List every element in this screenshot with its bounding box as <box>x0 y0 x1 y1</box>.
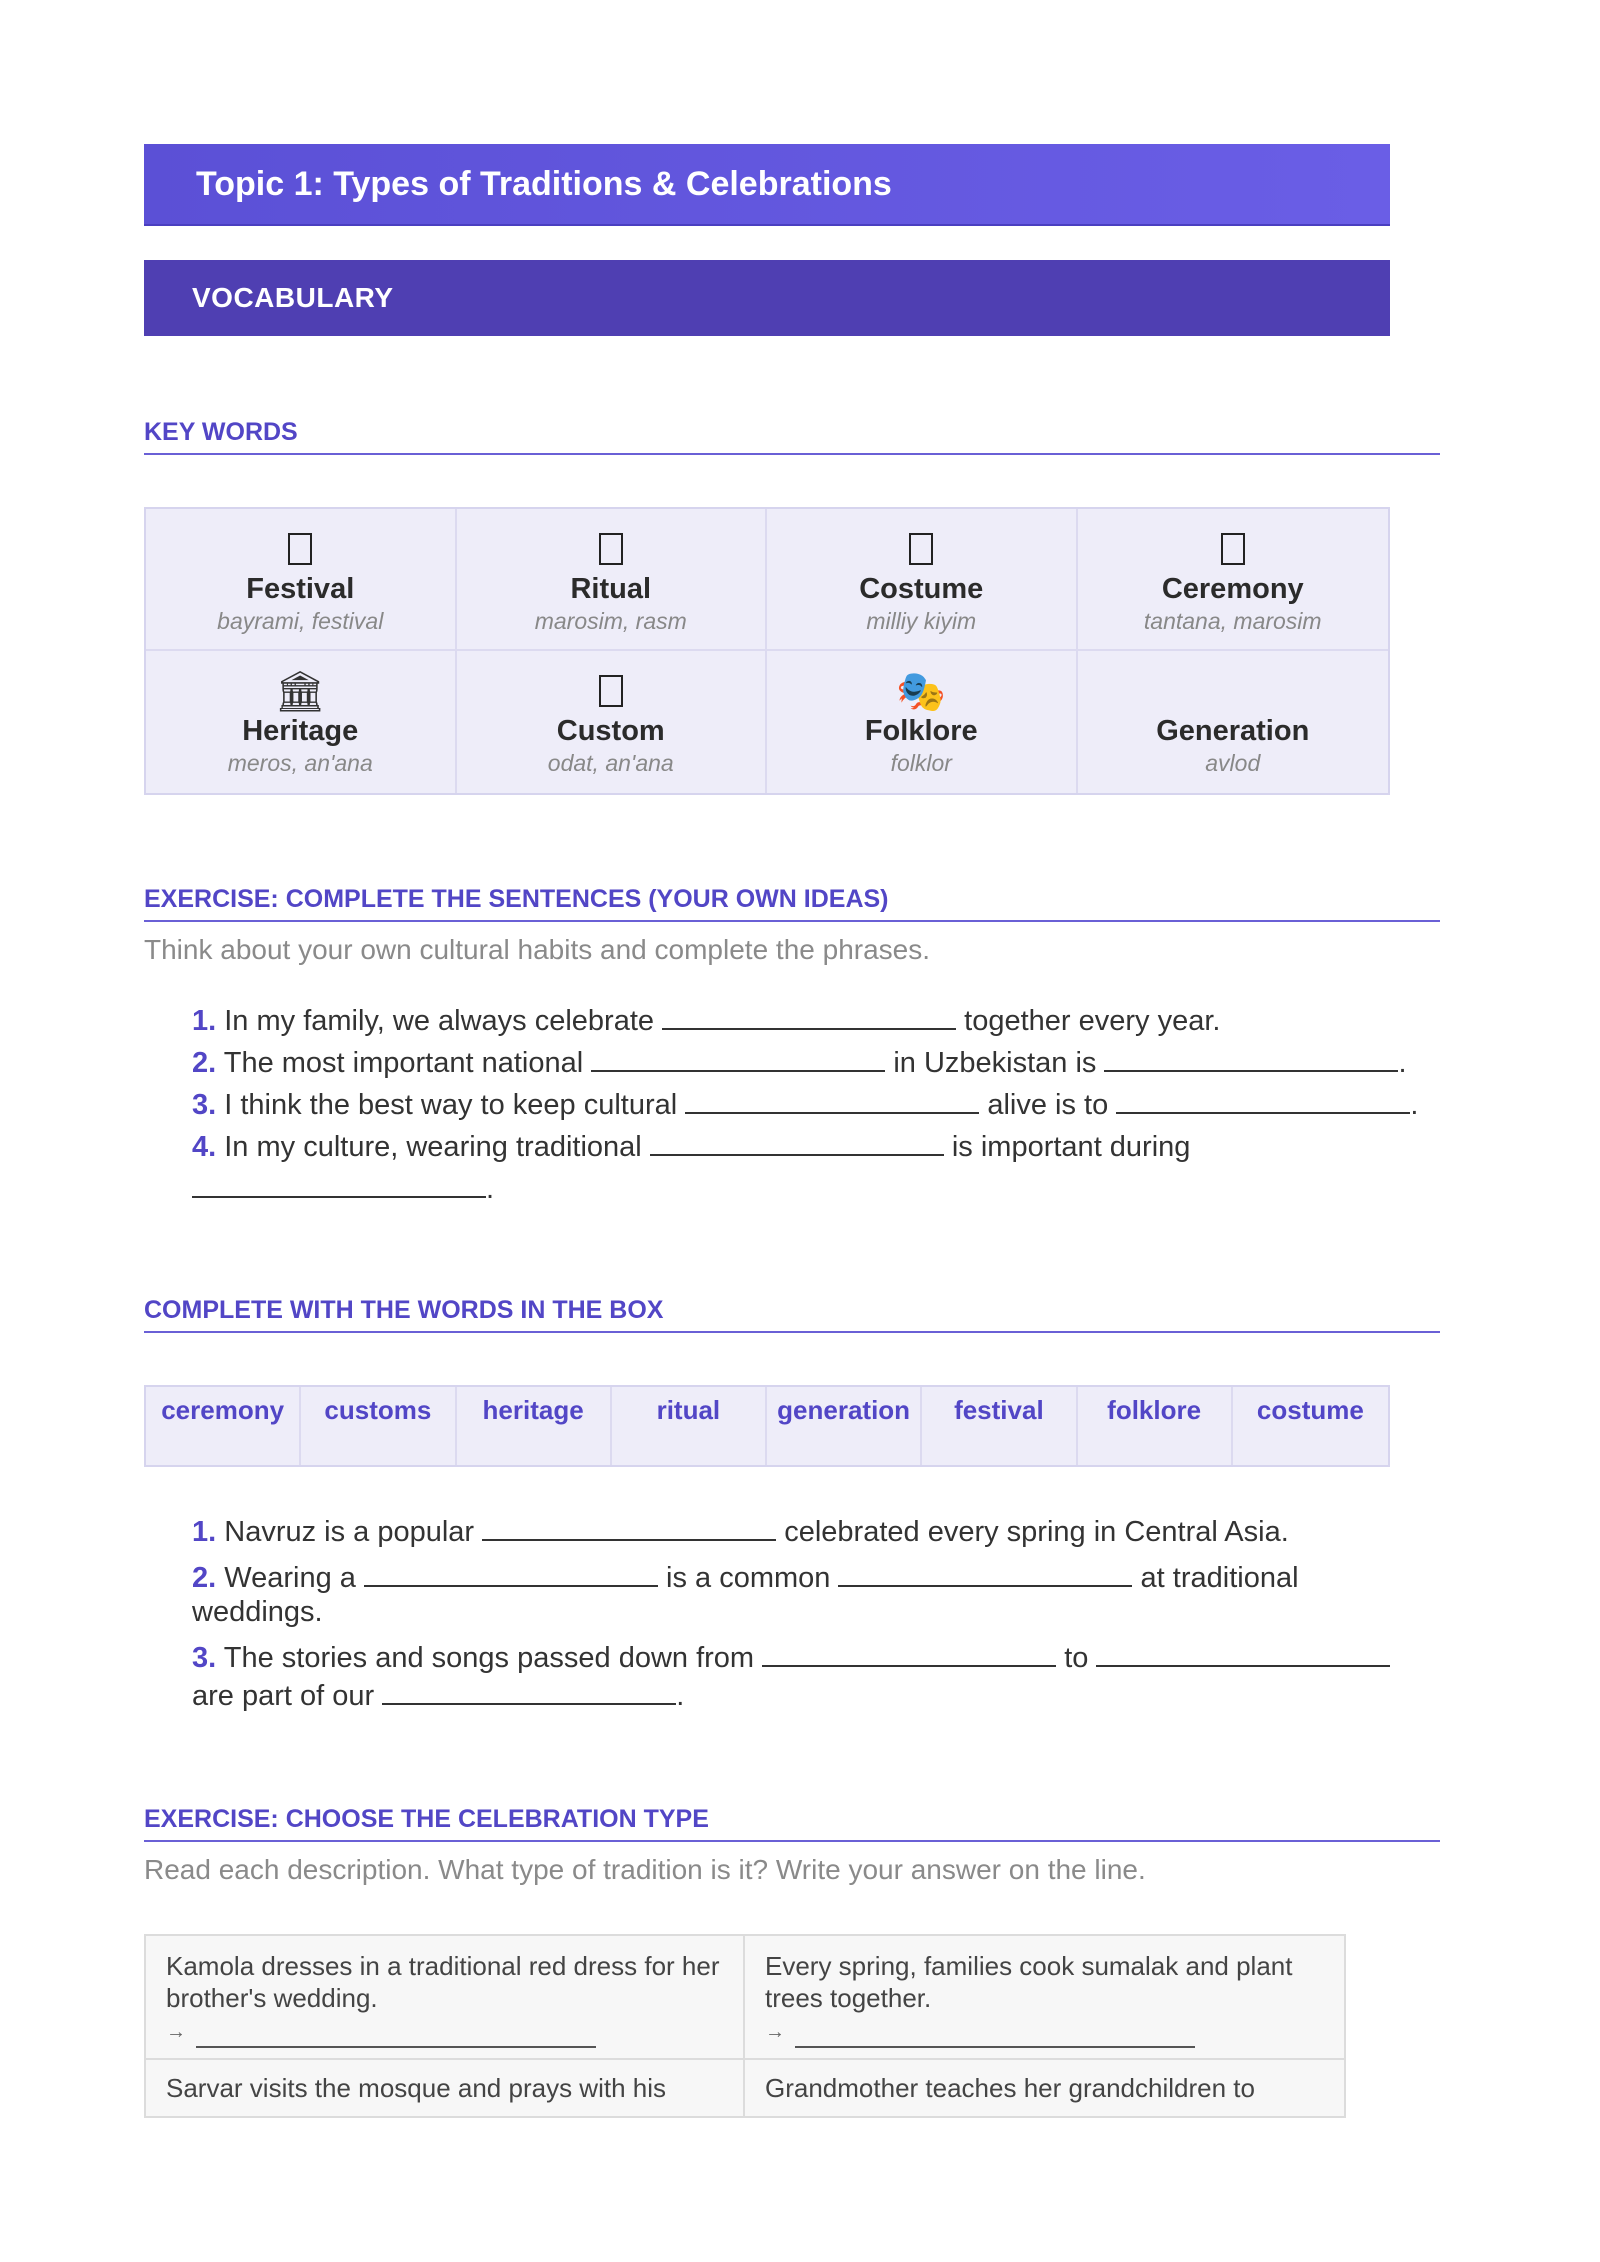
key-word-card <box>146 651 457 793</box>
key-word-card <box>767 509 1078 651</box>
key-word: Costume <box>859 573 984 605</box>
exercise3-title: EXERCISE: CHOOSE THE CELEBRATION TYPE <box>144 1805 1440 1842</box>
theater-masks-icon: 🎭 <box>896 669 947 714</box>
answer-blank[interactable] <box>382 1675 676 1705</box>
key-word-translation: meros, an'ana <box>227 750 373 776</box>
key-word-card <box>767 651 1078 793</box>
sentence-text: together every year. <box>964 1005 1221 1037</box>
key-word: Generation <box>1156 715 1310 747</box>
sentence-text: . <box>676 1680 685 1712</box>
key-word-card <box>1078 509 1389 651</box>
key-word: Custom <box>556 715 665 747</box>
item-number: 2. <box>192 1047 217 1079</box>
description-text: Every spring, families cook sumalak and plant trees together. <box>765 1951 1293 2013</box>
sentence-text: In my family, we always celebrate <box>224 1005 655 1037</box>
key-word-translation: milliy kiyim <box>866 608 977 634</box>
item-number: 1. <box>192 1516 217 1548</box>
sentence-item <box>192 1042 1440 1084</box>
key-words-grid <box>144 507 1390 795</box>
item-number: 4. <box>192 1131 217 1163</box>
answer-blank[interactable] <box>795 2028 1195 2048</box>
sentence-item <box>192 1511 1440 1549</box>
sentence-item <box>192 1000 1440 1042</box>
box-icon <box>1221 533 1245 565</box>
key-word-translation: bayrami, festival <box>217 608 384 634</box>
key-word: Heritage <box>242 715 359 747</box>
sentence-text: . <box>486 1173 495 1205</box>
key-word-translation: tantana, marosim <box>1143 608 1322 634</box>
answer-blank[interactable] <box>1104 1042 1398 1072</box>
word-box-item: folklore <box>1078 1387 1233 1465</box>
description-text: Grandmother teaches her grandchildren to <box>765 2073 1255 2103</box>
key-word: Ritual <box>570 573 652 605</box>
topic-title: Topic 1: Types of Traditions & Celebrations <box>196 164 892 203</box>
description-cell <box>745 2060 1344 2116</box>
vocabulary-title: VOCABULARY <box>192 282 394 313</box>
answer-blank[interactable] <box>1096 1637 1390 1667</box>
answer-blank[interactable] <box>482 1511 776 1541</box>
exercise1-instructions: Think about your own cultural habits and complete the phrases. <box>144 934 931 965</box>
exercise2-title: COMPLETE WITH THE WORDS IN THE BOX <box>144 1296 1440 1333</box>
box-icon <box>599 533 623 565</box>
classical-building-icon: 🏛 <box>274 669 326 714</box>
exercise3-instructions: Read each description. What type of tradition is it? Write your answer on the line. <box>144 1854 1146 1885</box>
key-word: Festival <box>246 573 355 605</box>
key-word-translation: marosim, rasm <box>534 608 687 634</box>
key-words-title: KEY WORDS <box>144 418 1440 455</box>
exercise1-sentences <box>144 1000 1440 1210</box>
sentence-text: is important during <box>951 1131 1191 1163</box>
exercise1-title: EXERCISE: COMPLETE THE SENTENCES (YOUR OWN IDEAS) <box>144 885 1440 922</box>
sentence-item <box>192 1084 1440 1126</box>
sentence-item <box>192 1126 1440 1210</box>
word-box-item: costume <box>1256 1395 1364 1425</box>
description-cell <box>146 2060 745 2116</box>
sentence-item <box>192 1637 1412 1713</box>
sentence-text: The most important national <box>223 1047 584 1079</box>
description-table <box>144 1934 1346 2118</box>
arrow-icon: → <box>166 2021 186 2043</box>
answer-blank[interactable] <box>685 1084 979 1114</box>
worksheet-page <box>144 144 1440 2118</box>
sentence-text: in Uzbekistan is <box>893 1047 1097 1079</box>
item-number: 3. <box>192 1089 217 1121</box>
sentence-text: Wearing a <box>224 1562 356 1594</box>
item-number: 3. <box>192 1642 217 1674</box>
sentence-text: The stories and songs passed down from <box>223 1642 755 1674</box>
item-number: 2. <box>192 1562 217 1594</box>
description-cell <box>745 1936 1344 2060</box>
key-word-translation: avlod <box>1205 750 1261 776</box>
sentence-text: . <box>1410 1089 1419 1121</box>
answer-blank[interactable] <box>591 1042 885 1072</box>
answer-line <box>765 2016 1324 2048</box>
description-text: Sarvar visits the mosque and prays with his <box>166 2073 666 2103</box>
sentence-text: Navruz is a popular <box>224 1516 475 1548</box>
item-number: 1. <box>192 1005 217 1037</box>
description-cell <box>146 1936 745 2060</box>
word-box <box>144 1385 1390 1467</box>
exercise2-sentences <box>144 1511 1440 1713</box>
key-word-card <box>1078 651 1389 793</box>
sentence-text: celebrated every spring in Central Asia. <box>784 1516 1289 1548</box>
sentence-text: is a common <box>666 1562 831 1594</box>
sentence-text: . <box>1398 1047 1407 1079</box>
answer-blank[interactable] <box>762 1637 1056 1667</box>
sentence-text: are part of our <box>192 1680 375 1712</box>
sentence-text: at traditional weddings. <box>192 1562 1299 1628</box>
answer-blank[interactable] <box>650 1126 944 1156</box>
answer-blank[interactable] <box>364 1557 658 1587</box>
key-word-card <box>146 509 457 651</box>
box-icon <box>599 675 623 707</box>
answer-blank[interactable] <box>192 1168 486 1198</box>
topic-banner <box>144 144 1390 226</box>
answer-blank[interactable] <box>1116 1084 1410 1114</box>
sentence-text: In my culture, wearing traditional <box>224 1131 642 1163</box>
box-icon <box>909 533 933 565</box>
answer-blank[interactable] <box>196 2028 596 2048</box>
key-word-card <box>457 651 768 793</box>
word-box-item: heritage <box>457 1387 612 1465</box>
word-box-item: generation <box>767 1387 922 1465</box>
key-word: Ceremony <box>1161 573 1304 605</box>
description-text: Kamola dresses in a traditional red dress for her brother's wedding. <box>166 1951 720 2013</box>
sentence-text: to <box>1064 1642 1089 1674</box>
sentence-text: I think the best way to keep cultural <box>224 1089 678 1121</box>
key-word-translation: odat, an'ana <box>547 750 674 776</box>
vocabulary-banner <box>144 260 1390 336</box>
word-box-item: ritual <box>612 1387 767 1465</box>
word-box-item: festival <box>922 1387 1077 1465</box>
key-word: Folklore <box>864 715 978 747</box>
box-icon <box>288 533 312 565</box>
answer-blank[interactable] <box>662 1000 956 1030</box>
sentence-text: alive is to <box>987 1089 1109 1121</box>
answer-blank[interactable] <box>838 1557 1132 1587</box>
word-box-item: ceremony <box>146 1387 301 1465</box>
sentence-item <box>192 1557 1392 1629</box>
arrow-icon: → <box>765 2021 785 2043</box>
word-box-item: customs <box>301 1387 456 1465</box>
key-word-translation: folklor <box>890 750 952 776</box>
key-word-card <box>457 509 768 651</box>
answer-line <box>166 2016 723 2048</box>
